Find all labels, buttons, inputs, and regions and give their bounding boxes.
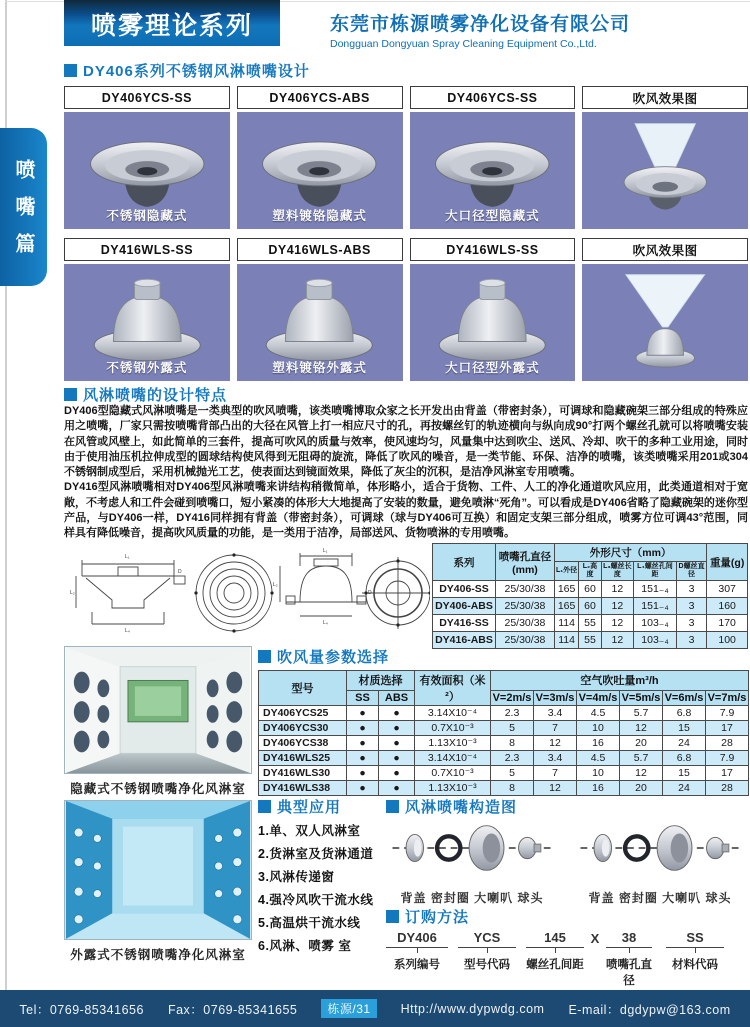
col-subheader-ss: SS [347, 690, 379, 705]
product-card [64, 86, 230, 229]
table-cell: DY416-ABS [433, 632, 496, 649]
table-row [259, 766, 749, 781]
list-item: 3.风淋传递窗 [258, 870, 335, 884]
section-bullet-icon [258, 650, 271, 663]
table-cell: 3 [676, 632, 707, 649]
table-cell: 114 [554, 615, 578, 632]
table-cell: 16 [577, 736, 620, 751]
photo-caption: 隐藏式不锈钢喷嘴净化风淋室 [70, 782, 246, 796]
order-code: 145 [526, 930, 584, 948]
table-cell: 15 [663, 766, 706, 781]
table-row [259, 781, 749, 796]
table-cell: 55 [579, 632, 601, 649]
col-subheader: D螺丝直径 [676, 562, 707, 581]
table-cell: 165 [554, 598, 578, 615]
product-grid [64, 86, 748, 381]
section-title-text: 吹风量参数选择 [277, 649, 390, 666]
table-cell: 165 [554, 581, 578, 598]
table-row [433, 598, 748, 615]
photo-caption: 外露式不锈钢喷嘴净化风淋室 [70, 948, 246, 962]
product-card [64, 238, 230, 381]
table-cell: 25/30/38 [495, 632, 554, 649]
table-cell: 12 [620, 766, 663, 781]
section-bullet-icon [64, 388, 77, 401]
table-cell: 24 [663, 736, 706, 751]
table-cell: 28 [706, 736, 749, 751]
table-cell: 10 [577, 721, 620, 736]
table-cell: DY406-ABS [433, 598, 496, 615]
table-cell: 12 [601, 581, 634, 598]
order-code: SS [666, 930, 724, 948]
table-cell: 17 [706, 721, 749, 736]
table-cell: 2.3 [491, 751, 534, 766]
table-cell: 12 [534, 736, 577, 751]
photo-exposed-nozzle-air-shower [64, 800, 252, 940]
table-cell: ● [347, 736, 379, 751]
col-header-area: 有效面积（米²） [415, 671, 491, 706]
table-row [433, 615, 748, 632]
table-cell: ● [379, 751, 415, 766]
table-cell: ● [347, 781, 379, 796]
series-title: 喷雾理论系列 [90, 12, 253, 40]
section-bullet-icon [258, 800, 271, 813]
section-title-structure [386, 796, 517, 817]
product-model-label: DY406YCS-ABS [237, 86, 403, 109]
exploded-view-image [386, 816, 558, 880]
table-cell: 103₋₄ [634, 615, 677, 632]
table-cell: 5 [491, 766, 534, 781]
table-cell: 151₋₄ [634, 598, 677, 615]
table-cell: 2.3 [491, 706, 534, 721]
order-code-label: 螺丝孔间距 [526, 959, 584, 971]
svg-text:D: D [178, 569, 182, 575]
company-name-en: Dongguan Dongyuan Spray Cleaning Equipment Co.,Ltd. [330, 38, 597, 50]
product-model-label: DY416WLS-SS [410, 238, 576, 261]
section-bullet-icon [386, 800, 399, 813]
product-photo [64, 112, 230, 229]
sidebar-tab-label: 喷嘴篇 [12, 158, 34, 270]
section-bullet-icon [386, 910, 399, 923]
product-model-label: DY406YCS-SS [410, 86, 576, 109]
order-code-label: 型号代码 [464, 959, 510, 971]
spec-table [432, 543, 748, 649]
table-cell: DY406YCS38 [259, 736, 347, 751]
product-caption: 大口径型隐藏式 [445, 209, 540, 223]
table-cell: 5.7 [620, 706, 663, 721]
product-model-label: 吹风效果图 [582, 86, 748, 109]
footer-fax: Fax：0769-85341655 [167, 1002, 298, 1017]
section-title-ordering [386, 906, 469, 927]
company-block [330, 9, 630, 50]
table-cell: 25/30/38 [495, 615, 554, 632]
section-bullet-icon [64, 64, 77, 77]
table-cell: ● [347, 706, 379, 721]
order-code-label: 系列编号 [394, 959, 440, 971]
airflow-effect-image [589, 272, 741, 373]
table-cell: 8 [491, 781, 534, 796]
features-paragraph: DY406型隐藏式风淋喷嘴是一类典型的吹风喷嘴，该类喷嘴博取众家之长开发出由背盖（带密封条），可调球和隐藏碗架三部分组成的特殊应用之喷嘴，厂家只需按喷嘴背部凸出的大径在风管上打一相应尺寸的孔，再按螺丝钉的轨迹横向与纵向成90°打两个螺丝孔就可以将喷嘴安装在风管或风壁上，如此简单的三套件，提高可吹风的质量与效率，使风速均匀，风量集中达到吹尘、送风、冷却、吹干的多种工业用途，同时由于使用油压机拉伸成型的圆球结构使风得到无阻碍的旋流，降低了吹风的噪音，是一类节能、环保、洁净的喷嘴，该类喷嘴采用201或304不锈钢制成型后，采用机械抛光工艺，使表面达到镜面效果，降低了灰尘的沉积，是洁净风淋室专用喷嘴。 [64, 405, 748, 479]
list-item: 5.高温烘干流水线 [258, 916, 361, 930]
table-cell: 7 [534, 721, 577, 736]
col-subheader-speed: V=4m/s [577, 690, 620, 705]
section-title-blow-volume [258, 646, 389, 667]
table-cell: 3 [676, 581, 707, 598]
table-cell: DY406YCS30 [259, 721, 347, 736]
product-photo [237, 264, 403, 381]
features-text [64, 404, 748, 542]
sidebar-tab-nozzle-chapter [0, 128, 47, 286]
structure-diagram-unit [574, 816, 746, 906]
technical-drawings [62, 546, 430, 640]
table-cell: 12 [534, 781, 577, 796]
spec-table-body [433, 581, 748, 649]
table-cell: 3 [676, 615, 707, 632]
table-cell: 5 [491, 721, 534, 736]
table-row [259, 706, 749, 721]
product-card [582, 86, 748, 229]
photo-hidden-nozzle-air-shower [64, 646, 252, 774]
table-cell: 151₋₄ [634, 581, 677, 598]
product-model-label: 吹风效果图 [582, 238, 748, 261]
col-header-dimensions: 外形尺寸（mm） [554, 544, 706, 562]
svg-text:L₂: L₂ [273, 582, 278, 588]
svg-text:L₂: L₂ [70, 590, 75, 596]
table-cell: ● [379, 736, 415, 751]
list-item: 2.货淋室及货淋通道 [258, 847, 374, 861]
svg-text:L₄: L₄ [323, 620, 328, 626]
ordering-codes-row [386, 930, 736, 948]
table-cell: ● [379, 706, 415, 721]
spec-table-header-row [433, 544, 748, 562]
col-header-model: 型号 [259, 671, 347, 706]
order-code-label: 材料代码 [672, 959, 718, 971]
product-card [410, 238, 576, 381]
table-cell: 3 [676, 598, 707, 615]
airflow-effect-image [589, 120, 741, 221]
product-card [582, 238, 748, 381]
table-cell: 114 [554, 632, 578, 649]
table-cell: 160 [707, 598, 748, 615]
table-cell: 12 [620, 721, 663, 736]
table-cell: 307 [707, 581, 748, 598]
footer-url: Http://www.dypwdg.com [400, 1001, 545, 1016]
product-photo [410, 264, 576, 381]
table-cell: 3.14X10⁻⁴ [415, 706, 491, 721]
order-code: X [590, 931, 600, 946]
table-cell: 170 [707, 615, 748, 632]
table-cell: DY406YCS25 [259, 706, 347, 721]
product-photo [64, 264, 230, 381]
order-code: YCS [458, 930, 516, 948]
table-cell: ● [347, 721, 379, 736]
col-header-hole-diameter: 喷嘴孔直径(mm) [495, 544, 554, 581]
table-cell: 7.9 [706, 751, 749, 766]
product-caption: 不锈钢隐藏式 [106, 209, 188, 223]
ordering-code-diagram [386, 930, 736, 988]
col-subheader-speed: V=6m/s [663, 690, 706, 705]
table-cell: 100 [707, 632, 748, 649]
table-row [259, 736, 749, 751]
table-cell: 25/30/38 [495, 581, 554, 598]
table-cell: 3.4 [534, 751, 577, 766]
table-cell: DY416WLS38 [259, 781, 347, 796]
table-cell: ● [379, 781, 415, 796]
col-header-weight: 重量(g) [707, 544, 748, 581]
table-cell: 10 [577, 766, 620, 781]
table-cell: DY406-SS [433, 581, 496, 598]
section-title-design [64, 60, 310, 81]
svg-text:D: D [368, 590, 372, 596]
table-row [433, 632, 748, 649]
table-cell: 55 [579, 615, 601, 632]
product-photo [582, 264, 748, 381]
product-caption: 大口径型外露式 [445, 361, 540, 375]
table-cell: 12 [601, 632, 634, 649]
list-item: 6.风淋、喷雾 室 [258, 939, 352, 953]
table-cell: 12 [601, 598, 634, 615]
table-cell: 5.7 [620, 751, 663, 766]
exploded-view-image [574, 816, 746, 880]
table-cell: DY416-SS [433, 615, 496, 632]
order-code: 38 [606, 930, 652, 948]
table-cell: ● [379, 766, 415, 781]
order-code-label: 喷嘴孔直径 [606, 959, 652, 987]
blow-table-header-row [259, 671, 749, 691]
table-cell: ● [347, 751, 379, 766]
svg-text:L₁: L₁ [125, 554, 130, 560]
table-cell: 103₋₄ [634, 632, 677, 649]
table-cell: 20 [620, 781, 663, 796]
table-cell: DY416WLS25 [259, 751, 347, 766]
section-title-text: 风淋喷嘴的设计特点 [83, 387, 228, 404]
footer-email: E-mail：dgdypw@163.com [568, 1002, 731, 1017]
table-cell: 17 [706, 766, 749, 781]
product-model-label: DY416WLS-SS [64, 238, 230, 261]
svg-text:L₁: L₁ [323, 548, 328, 554]
table-cell: 15 [663, 721, 706, 736]
table-cell: DY416WLS30 [259, 766, 347, 781]
structure-diagram-unit [386, 816, 558, 906]
ordering-labels-row [386, 956, 736, 988]
company-name-cn: 东莞市栋源喷雾净化设备有限公司 [330, 14, 631, 35]
section-title-applications [258, 796, 341, 817]
footer-bar [0, 990, 750, 1027]
table-cell: 16 [577, 781, 620, 796]
col-subheader: L₄螺丝孔间距 [634, 562, 677, 581]
product-caption: 塑料镀铬隐藏式 [272, 209, 367, 223]
order-code-label-spacer [584, 956, 606, 988]
features-paragraph: DY416型风淋喷嘴相对DY406型风淋喷嘴来讲结构稍微简单，体形略小，适合于货物、工件、人工的净化通道吹风应用，此类通道相对于宽敞，不考虑人和工件会碰到喷嘴口，短小紧凑的体形大大地提高了安装的数量，避免喷淋“死角”。可以看成是DY406省略了隐藏碗架的迷你型产品，与DY406一样，DY416同样拥有背盖（带密封条），可调球（球与DY406可互换）和固定支架三部分组成，喷雾方位可调43°范围，同样具有降低噪音，提高吹风质量的功能，是一类用于洁净，局部送风、货物喷淋的专用喷嘴。 [64, 481, 748, 540]
col-subheader-speed: V=7m/s [706, 690, 749, 705]
blow-volume-table [258, 670, 749, 796]
product-model-label: DY406YCS-SS [64, 86, 230, 109]
section-title-text: 典型应用 [277, 799, 342, 816]
series-title-banner [64, 0, 280, 46]
product-caption: 塑料镀铬外露式 [272, 361, 367, 375]
product-model-label: DY416WLS-ABS [237, 238, 403, 261]
structure-caption: 背盖 密封圈 大喇叭 球头 [400, 891, 544, 905]
product-photo [410, 112, 576, 229]
table-cell: ● [379, 721, 415, 736]
section-title-text: 订购方法 [405, 909, 470, 926]
table-cell: 1.13X10⁻³ [415, 736, 491, 751]
table-row [433, 581, 748, 598]
table-cell: 3.4 [534, 706, 577, 721]
table-cell: 3.14X10⁻⁴ [415, 751, 491, 766]
blow-table-body [259, 706, 749, 796]
order-code: DY406 [386, 930, 448, 948]
col-subheader-abs: ABS [379, 690, 415, 705]
col-header-series: 系列 [433, 544, 496, 581]
table-cell: 6.8 [663, 751, 706, 766]
col-subheader: L₁外径 [554, 562, 578, 581]
section-title-text: 风淋喷嘴构造图 [405, 799, 518, 816]
table-cell: 7 [534, 766, 577, 781]
table-cell: 0.7X10⁻³ [415, 766, 491, 781]
col-subheader-speed: V=3m/s [534, 690, 577, 705]
table-cell: 20 [620, 736, 663, 751]
table-cell: 12 [601, 615, 634, 632]
col-subheader: L₂高度 [579, 562, 601, 581]
col-subheader-speed: V=2m/s [491, 690, 534, 705]
product-caption: 不锈钢外露式 [106, 361, 188, 375]
table-cell: 60 [579, 598, 601, 615]
table-row [259, 721, 749, 736]
col-header-material: 材质选择 [347, 671, 415, 691]
page-number-badge: 栋源/31 [321, 999, 376, 1018]
table-cell: ● [347, 766, 379, 781]
list-item: 1.单、双人风淋室 [258, 824, 361, 838]
col-subheader: L₃螺丝长度 [601, 562, 634, 581]
col-subheader-speed: V=5m/s [620, 690, 663, 705]
col-header-airflow: 空气吹吐量m³/h [491, 671, 749, 691]
table-cell: 0.7X10⁻³ [415, 721, 491, 736]
footer-tel: Tel：0769-85341656 [19, 1002, 144, 1017]
product-photo [237, 112, 403, 229]
table-cell: 28 [706, 781, 749, 796]
table-cell: 7.9 [706, 706, 749, 721]
section-title-text: DY406系列不锈钢风淋喷嘴设计 [83, 63, 310, 80]
product-card [410, 86, 576, 229]
applications-list [258, 820, 373, 958]
table-cell: 4.5 [577, 751, 620, 766]
table-cell: 25/30/38 [495, 598, 554, 615]
svg-text:L₄: L₄ [125, 628, 130, 634]
product-photo [582, 112, 748, 229]
table-cell: 4.5 [577, 706, 620, 721]
table-cell: 24 [663, 781, 706, 796]
product-card [237, 86, 403, 229]
section-title-features [64, 384, 227, 405]
list-item: 4.强冷风吹干流水线 [258, 893, 374, 907]
structure-diagrams [386, 816, 746, 906]
structure-caption: 背盖 密封圈 大喇叭 球头 [588, 891, 732, 905]
table-cell: 6.8 [663, 706, 706, 721]
table-cell: 60 [579, 581, 601, 598]
table-cell: 1.13X10⁻³ [415, 781, 491, 796]
table-row [259, 751, 749, 766]
product-card [237, 238, 403, 381]
table-cell: 8 [491, 736, 534, 751]
